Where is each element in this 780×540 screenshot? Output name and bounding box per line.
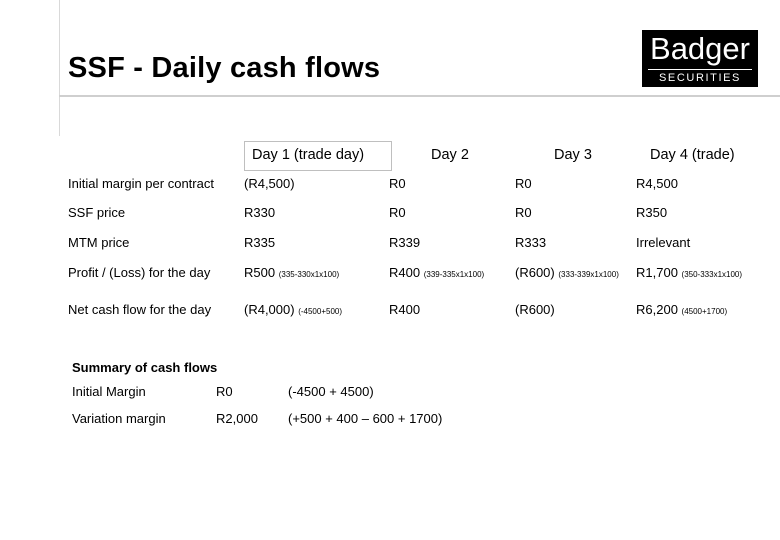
- table-cell: R335: [244, 235, 276, 250]
- vertical-divider: [59, 0, 60, 136]
- table-cell: R500 (335-330x1x100): [244, 265, 340, 280]
- table-cell: R339: [389, 235, 421, 250]
- summary-calc: (+500 + 400 – 600 + 1700): [288, 411, 443, 426]
- table-cell: R0: [515, 176, 532, 191]
- summary-title: Summary of cash flows: [72, 360, 218, 375]
- table-cell: (R4,500): [244, 176, 295, 191]
- table-cell: R333: [515, 235, 547, 250]
- summary-value: R2,000: [216, 411, 258, 426]
- summary-label: Initial Margin: [72, 384, 146, 399]
- summary-value: R0: [216, 384, 233, 399]
- row-label: Profit / (Loss) for the day: [68, 265, 211, 280]
- table-cell: (R4,000) (-4500+500): [244, 302, 343, 317]
- table-cell: R1,700 (350-333x1x100): [636, 265, 743, 280]
- row-label: SSF price: [68, 205, 126, 220]
- table-cell: R330: [244, 205, 276, 220]
- summary-label: Variation margin: [72, 411, 166, 426]
- logo-subtitle: SECURITIES: [658, 72, 741, 84]
- col-header-day3: Day 3: [554, 147, 592, 163]
- table-cell: R0: [515, 205, 532, 220]
- company-logo: [642, 30, 758, 87]
- col-header-day4: Day 4 (trade): [650, 147, 735, 163]
- table-cell: R0: [389, 176, 406, 191]
- col-header-day1: Day 1 (trade day): [252, 147, 365, 163]
- row-label: Net cash flow for the day: [68, 302, 212, 317]
- table-cell: (R600) (333-339x1x100): [515, 265, 619, 280]
- col-header-day2: Day 2: [431, 147, 469, 163]
- table-cell: R350: [636, 205, 668, 220]
- table-cell: R4,500: [636, 176, 678, 191]
- table-cell: (R600): [515, 302, 555, 317]
- page-title: SSF - Daily cash flows: [68, 52, 381, 84]
- logo-name: Badger: [650, 31, 750, 66]
- row-label: Initial margin per contract: [68, 176, 214, 191]
- row-label: MTM price: [68, 235, 130, 250]
- table-cell: R400: [389, 302, 421, 317]
- logo-rule: [648, 69, 752, 70]
- table-cell: Irrelevant: [636, 235, 691, 250]
- table-cell: R6,200 (4500+1700): [636, 302, 728, 317]
- table-cell: R400 (339-335x1x100): [389, 265, 485, 280]
- title-underline: [59, 95, 780, 97]
- table-cell: R0: [389, 205, 406, 220]
- summary-calc: (-4500 + 4500): [288, 384, 374, 399]
